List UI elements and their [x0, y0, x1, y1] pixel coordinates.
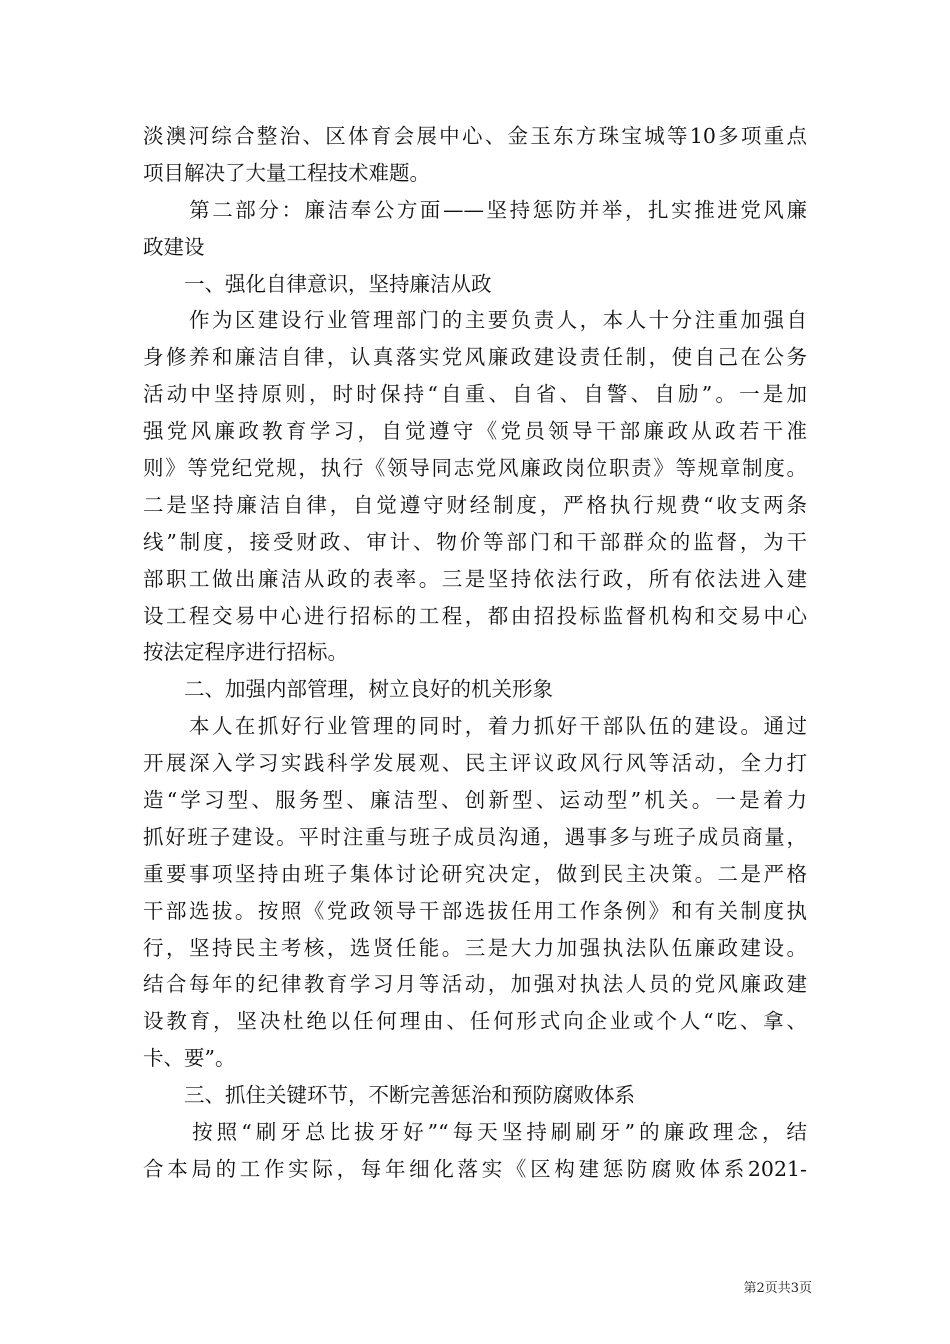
text-line: 造“学习型、服务型、廉洁型、创新型、运动型”机关。一是着力: [143, 788, 807, 813]
text-line: 则》等党纪党规，执行《领导同志党风廉政岗位职责》等规章制度。: [143, 456, 807, 481]
text-line: 按照“刷牙总比拔牙好”“每天坚持刷刷牙”的廉政理念，结: [143, 1120, 807, 1145]
text-line: 政建设: [143, 234, 205, 259]
text-line: 二是坚持廉洁自律，自觉遵守财经制度，严格执行规费“收支两条: [143, 492, 807, 517]
text-line: 线”制度，接受财政、审计、物价等部门和干部群众的监督，为干: [143, 529, 807, 554]
text-line: 一、强化自律意识，坚持廉洁从政: [143, 271, 492, 296]
text-line: 抓好班子建设。平时注重与班子成员沟通，遇事多与班子成员商量，: [143, 824, 807, 849]
text-line: 干部选拔。按照《党政领导干部选拔任用工作条例》和有关制度执: [143, 898, 807, 923]
text-line: 开展深入学习实践科学发展观、民主评议政风行风等活动，全力打: [143, 751, 807, 776]
text-line: 结合每年的纪律教育学习月等活动，加强对执法人员的党风廉政建: [143, 972, 807, 997]
text-line: 合本局的工作实际，每年细化落实《区构建惩防腐败体系2021-: [143, 1156, 807, 1181]
document-body: [143, 118, 807, 1188]
text-line: 强党风廉政教育学习，自觉遵守《党员领导干部廉政从政若干准: [143, 419, 807, 444]
page-footer: [0, 1277, 812, 1296]
text-line: 淡澳河综合整治、区体育会展中心、金玉东方珠宝城等10多项重点: [143, 124, 807, 148]
text-line: 三、抓住关键环节，不断完善惩治和预防腐败体系: [143, 1083, 635, 1108]
text-line: 设教育，坚决杜绝以任何理由、任何形式向企业或个人“吃、拿、: [143, 1009, 807, 1034]
text-line: 设工程交易中心进行招标的工程，都由招投标监督机构和交易中心: [143, 603, 807, 628]
text-line: 行，坚持民主考核，选贤任能。三是大力加强执法队伍廉政建设。: [143, 935, 807, 960]
text-line: 部职工做出廉洁从政的表率。三是坚持依法行政，所有依法进入建: [143, 566, 807, 591]
text-line: 身修养和廉洁自律，认真落实党风廉政建设责任制，使自己在公务: [143, 345, 807, 370]
text-line: 卡、要”。: [143, 1046, 236, 1071]
text-line: 活动中坚持原则，时时保持“自重、自省、自警、自励”。一是加: [143, 382, 807, 407]
text-line: 第二部分：廉洁奉公方面——坚持惩防并举，扎实推进党风廉: [143, 197, 807, 222]
text-line: 二、加强内部管理，树立良好的机关形象: [143, 677, 553, 702]
text-line: 项目解决了大量工程技术难题。: [143, 160, 430, 185]
page-number-label: 第2页共3页: [743, 1281, 812, 1296]
text-line: 本人在抓好行业管理的同时，着力抓好干部队伍的建设。通过: [143, 714, 807, 739]
text-line: 重要事项坚持由班子集体讨论研究决定，做到民主决策。二是严格: [143, 861, 807, 886]
text-line: 作为区建设行业管理部门的主要负责人，本人十分注重加强自: [143, 308, 807, 333]
text-line: 按法定程序进行招标。: [143, 640, 348, 665]
